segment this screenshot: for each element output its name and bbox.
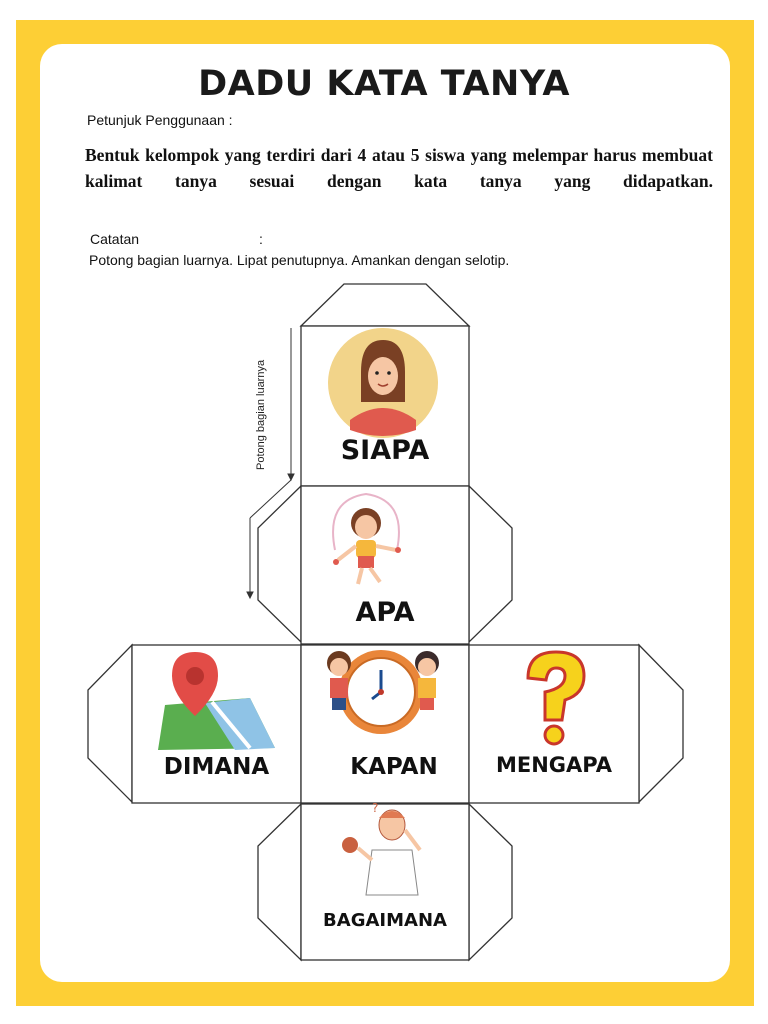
notes-heading: Catatan — [90, 231, 140, 247]
bagaimana-right-flap — [469, 804, 512, 960]
bagaimana-left-flap — [258, 804, 301, 960]
apa-right-flap — [469, 486, 512, 642]
label-dimana: DIMANA — [163, 754, 270, 780]
label-mengapa: MENGAPA — [495, 753, 613, 777]
page-title: DADU KATA TANYA — [198, 64, 570, 104]
instructions-heading: Petunjuk Penggunaan : — [87, 112, 233, 128]
label-bagaimana: BAGAIMANA — [323, 910, 447, 931]
notes-colon: : — [259, 231, 263, 247]
mengapa-right-flap — [639, 645, 683, 802]
dimana-left-flap — [88, 645, 132, 802]
top-flap — [301, 284, 469, 326]
cut-guide-note: Potong bagian luarnya — [255, 359, 267, 470]
label-apa: APA — [355, 597, 415, 628]
woman-avatar-icon — [328, 328, 438, 438]
label-siapa: SIAPA — [340, 435, 430, 466]
instructions-text: Bentuk kelompok yang terdiri dari 4 atau 5 siswa yang melempar harus membuat kalimat tanya sesuai dengan kata tanya yang didapatkan. — [85, 145, 713, 191]
label-kapan: KAPAN — [350, 754, 438, 780]
notes-text: Potong bagian luarnya. Lipat penutupnya. Amankan dengan selotip. — [89, 252, 510, 268]
apa-left-flap — [258, 486, 301, 642]
svg-text:?: ? — [372, 801, 379, 815]
